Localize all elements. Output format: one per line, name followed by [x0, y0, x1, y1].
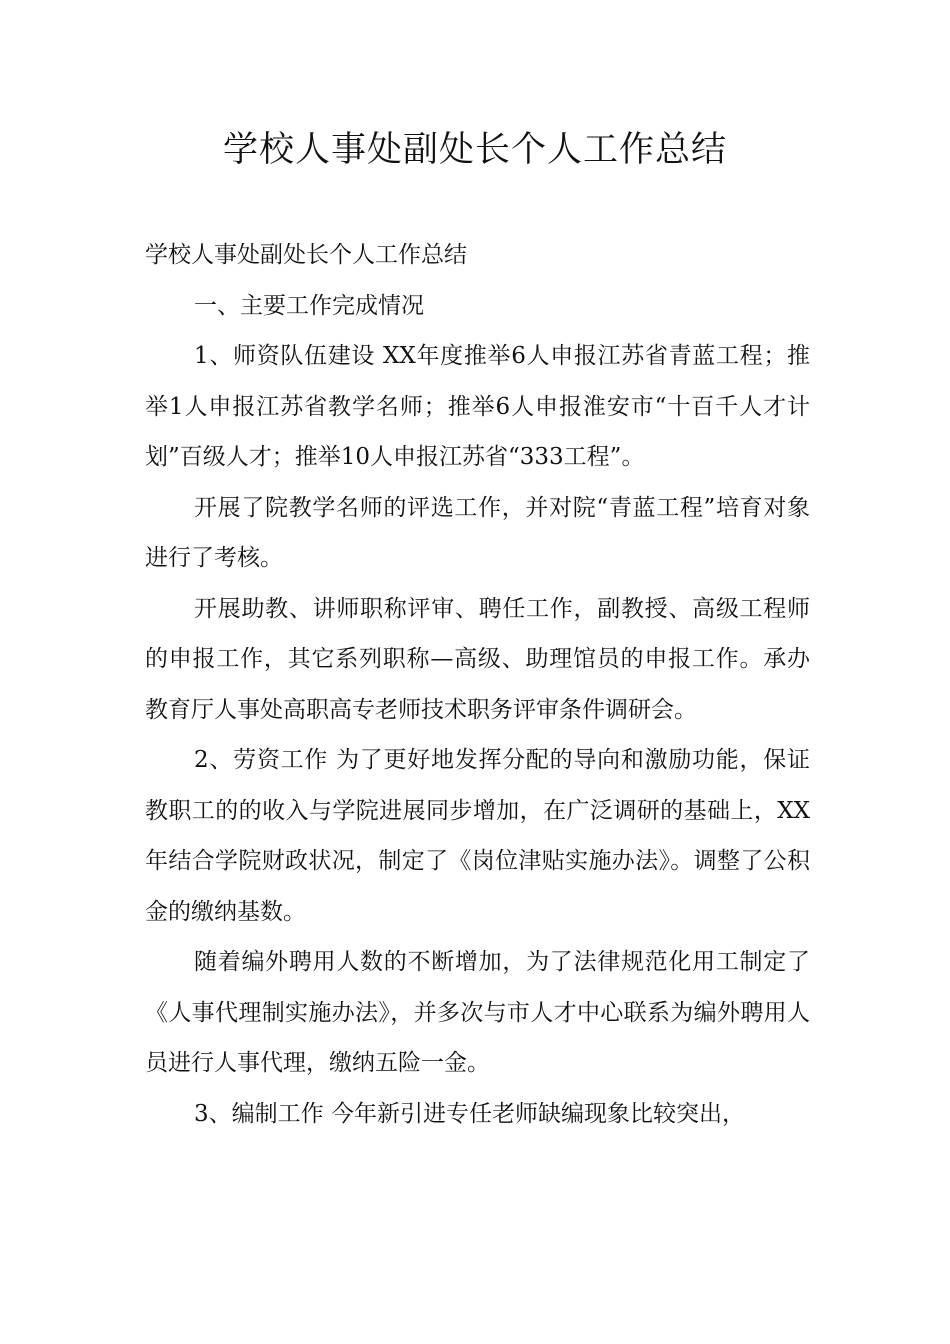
- paragraph-staffing: 3、编制工作 今年新引进专任老师缺编现象比较突出，: [194, 1100, 745, 1127]
- paragraph-personnel-agency: 随着编外聘用人数的不断增加，为了法律规范化用工制定了《人事代理制实施办法》，并多次与市人才中心联系为编外聘用人员进行人事代理，缴纳五险一金。: [145, 949, 810, 1076]
- document-body: [145, 230, 810, 1139]
- paragraph-title-review: 开展助教、讲师职称评审、聘任工作，副教授、高级工程师的申报工作，其它系列职称—高级、助理馆员的申报工作。承办教育厅人事处高职高专老师技术职务评审条件调研会。: [145, 595, 810, 723]
- paragraph-labor-wages: 2、劳资工作 为了更好地发挥分配的导向和激励功能，保证教职工的的收入与学院进展同步增加，在广泛调研的基础上，XX年结合学院财政状况，制定了《岗位津贴实施办法》。调整了公积金的缴纳基数。: [145, 747, 810, 925]
- paragraph-faculty-building: 1、师资队伍建设 XX年度推举6人申报江苏省青蓝工程；推举1人申报江苏省教学名师；推举6人申报淮安市“十百千人才计划”百级人才；推举10人申报江苏省“333工程”。: [145, 343, 810, 470]
- body-heading: 学校人事处副处长个人工作总结: [145, 242, 467, 268]
- document-title: 学校人事处副处长个人工作总结: [222, 130, 727, 170]
- section-heading-main-work: 一、主要工作完成情况: [194, 292, 424, 319]
- paragraph-teacher-selection: 开展了院教学名师的评选工作，并对院“青蓝工程”培育对象进行了考核。: [145, 494, 810, 571]
